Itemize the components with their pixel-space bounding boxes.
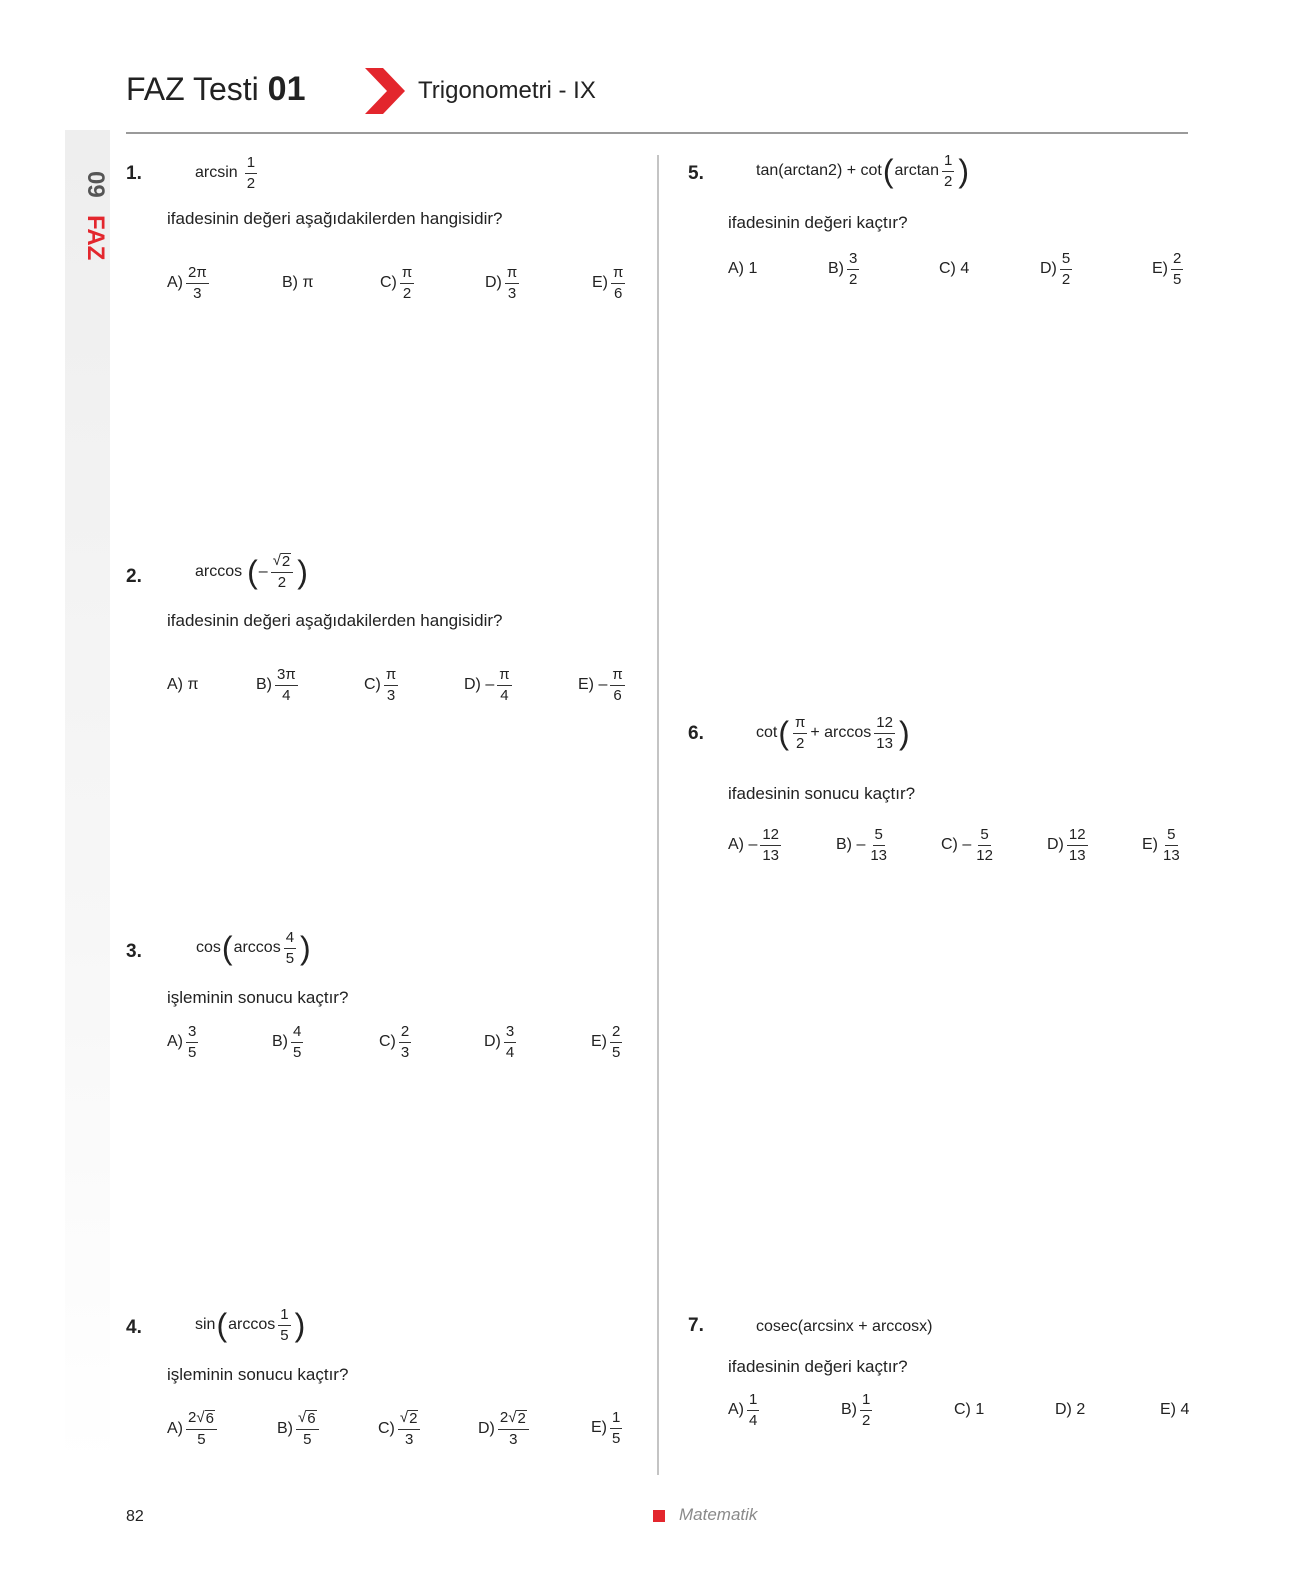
question-3-option-d[interactable]: D) $\frac{3}{4}$ bbox=[484, 1023, 515, 1061]
function-name: arcsin bbox=[195, 164, 238, 182]
question-5-number: 5. bbox=[688, 163, 704, 184]
question-2-text: ifadesinin değeri aşağıdakilerden hangisidir? bbox=[167, 611, 503, 630]
fraction: $\frac{12}{13}$ bbox=[876, 714, 893, 752]
question-2-option-e[interactable]: E) – $\frac{\pi}{6}$ bbox=[578, 666, 623, 704]
question-4-option-c[interactable]: C) √ 2 3 bbox=[378, 1410, 423, 1448]
question-6-option-d[interactable]: D) $\frac{12}{13}$ bbox=[1047, 826, 1086, 864]
question-5-option-e[interactable]: E) $\frac{2}{5}$ bbox=[1152, 250, 1182, 288]
question-4-number: 4. bbox=[126, 1317, 142, 1338]
question-4-expression: sin ( arccos $\frac{1}{5}$ ) bbox=[195, 1306, 306, 1344]
question-6-option-b[interactable]: B) – $\frac{5}{13}$ bbox=[836, 826, 888, 864]
question-6-number: 6. bbox=[688, 723, 704, 744]
question-5-option-d[interactable]: D) $\frac{5}{2}$ bbox=[1040, 250, 1071, 288]
question-7-option-e[interactable]: E) 4 bbox=[1160, 1401, 1190, 1418]
question-1-text: ifadesinin değeri aşağıdakilerden hangisidir? bbox=[167, 209, 503, 228]
question-4-option-b[interactable]: B) √ 6 5 bbox=[277, 1410, 322, 1448]
question-1-option-e[interactable]: E) $\frac{\pi}{6}$ bbox=[592, 264, 624, 302]
question-3-text: işleminin sonucu kaçtır? bbox=[167, 988, 349, 1007]
subject-label: Matematik bbox=[679, 1505, 758, 1524]
fraction: $\frac{\pi}{2}$ bbox=[795, 714, 806, 752]
column-divider bbox=[657, 155, 659, 1475]
question-3-option-a[interactable]: A) $\frac{3}{5}$ bbox=[167, 1023, 197, 1061]
question-1-option-b[interactable]: B) π bbox=[282, 274, 314, 291]
question-4-option-e[interactable]: E) $\frac{1}{5}$ bbox=[591, 1409, 621, 1447]
question-7-option-a[interactable]: A) $\frac{1}{4}$ bbox=[728, 1391, 758, 1429]
question-4-option-a[interactable]: A) 2 √ 6 5 bbox=[167, 1410, 220, 1448]
question-6-option-c[interactable]: C) – $\frac{5}{12}$ bbox=[941, 826, 993, 864]
question-2-number: 2. bbox=[126, 566, 142, 587]
function-name: arccos bbox=[195, 562, 243, 580]
question-2-option-c[interactable]: C) $\frac{\pi}{3}$ bbox=[364, 666, 397, 704]
question-6-expression: cot ( $\frac{\pi}{2}$ + arccos $\frac{12}{13}$ ) bbox=[756, 714, 910, 752]
question-1-expression bbox=[195, 155, 260, 192]
question-7-option-d[interactable]: D) 2 bbox=[1055, 1401, 1086, 1418]
question-4-text: işleminin sonucu kaçtır? bbox=[167, 1365, 349, 1384]
fraction: $\frac{1}{5}$ bbox=[280, 1306, 289, 1344]
question-5-text: ifadesinin değeri kaçtır? bbox=[728, 213, 908, 232]
question-4-option-d[interactable]: D) 2 √ 2 3 bbox=[478, 1410, 532, 1448]
question-7-text: ifadesinin değeri kaçtır? bbox=[728, 1357, 908, 1376]
side-strip bbox=[65, 130, 110, 1470]
square-icon bbox=[653, 1510, 665, 1522]
question-5-option-a[interactable]: A) 1 bbox=[728, 260, 758, 277]
title-text: FAZ Testi bbox=[126, 71, 259, 107]
question-6-option-e[interactable]: E) $\frac{5}{13}$ bbox=[1142, 826, 1180, 864]
page-subtitle: Trigonometri - IX bbox=[418, 77, 596, 104]
fraction: $\frac{1}{2}$ bbox=[943, 152, 953, 190]
question-7-option-c[interactable]: C) 1 bbox=[954, 1401, 985, 1418]
page-number: 82 bbox=[126, 1508, 144, 1525]
question-5-option-b[interactable]: B) $\frac{3}{2}$ bbox=[828, 250, 858, 288]
question-1-option-d[interactable]: D) $\frac{\pi}{3}$ bbox=[485, 264, 518, 302]
side-faz-logo bbox=[70, 155, 109, 261]
question-5-expression: tan(arctan2) + cot ( arctan $\frac{1}{2}$ ) bbox=[756, 152, 969, 190]
question-1-number: 1. bbox=[126, 163, 142, 184]
question-3-number: 3. bbox=[126, 941, 142, 962]
question-6-option-a[interactable]: A) – $\frac{12}{13}$ bbox=[728, 826, 780, 864]
question-2-option-a[interactable]: A) π bbox=[167, 676, 199, 693]
question-3-option-c[interactable]: C) $\frac{2}{3}$ bbox=[379, 1023, 410, 1061]
fraction: $\frac{4}{5}$ bbox=[285, 929, 295, 967]
page-title bbox=[126, 70, 306, 109]
fraction: $\frac{1}{2}$ bbox=[246, 154, 256, 192]
question-5-option-c[interactable]: C) 4 bbox=[939, 260, 970, 277]
side-chapter-number: 09 bbox=[82, 171, 109, 198]
question-2-expression: arccos ( – √ 2 2 ) bbox=[195, 552, 308, 591]
header-divider bbox=[126, 132, 1188, 134]
question-1-option-a[interactable]: A) $\frac{2\pi}{3}$ bbox=[167, 264, 207, 302]
question-7-option-b[interactable]: B) $\frac{1}{2}$ bbox=[841, 1391, 871, 1429]
chevron-right-icon bbox=[365, 68, 405, 114]
question-2-option-d[interactable]: D) – $\frac{\pi}{4}$ bbox=[464, 666, 510, 704]
question-1-option-c[interactable]: C) $\frac{\pi}{2}$ bbox=[380, 264, 413, 302]
fraction: √ 2 2 bbox=[271, 553, 294, 591]
question-7-number: 7. bbox=[688, 1315, 704, 1336]
side-logo-text: FAZ bbox=[82, 215, 109, 261]
question-7-expression: cosec(arcsinx + arccosx) bbox=[756, 1318, 933, 1335]
question-2-option-b[interactable]: B) $\frac{3\pi}{4}$ bbox=[256, 666, 296, 704]
question-3-option-b[interactable]: B) $\frac{4}{5}$ bbox=[272, 1023, 302, 1061]
question-3-option-e[interactable]: E) $\frac{2}{5}$ bbox=[591, 1023, 621, 1061]
test-number: 01 bbox=[267, 70, 306, 108]
question-3-expression: cos ( arccos $\frac{4}{5}$ ) bbox=[196, 929, 311, 967]
question-6-text: ifadesinin sonucu kaçtır? bbox=[728, 784, 916, 803]
